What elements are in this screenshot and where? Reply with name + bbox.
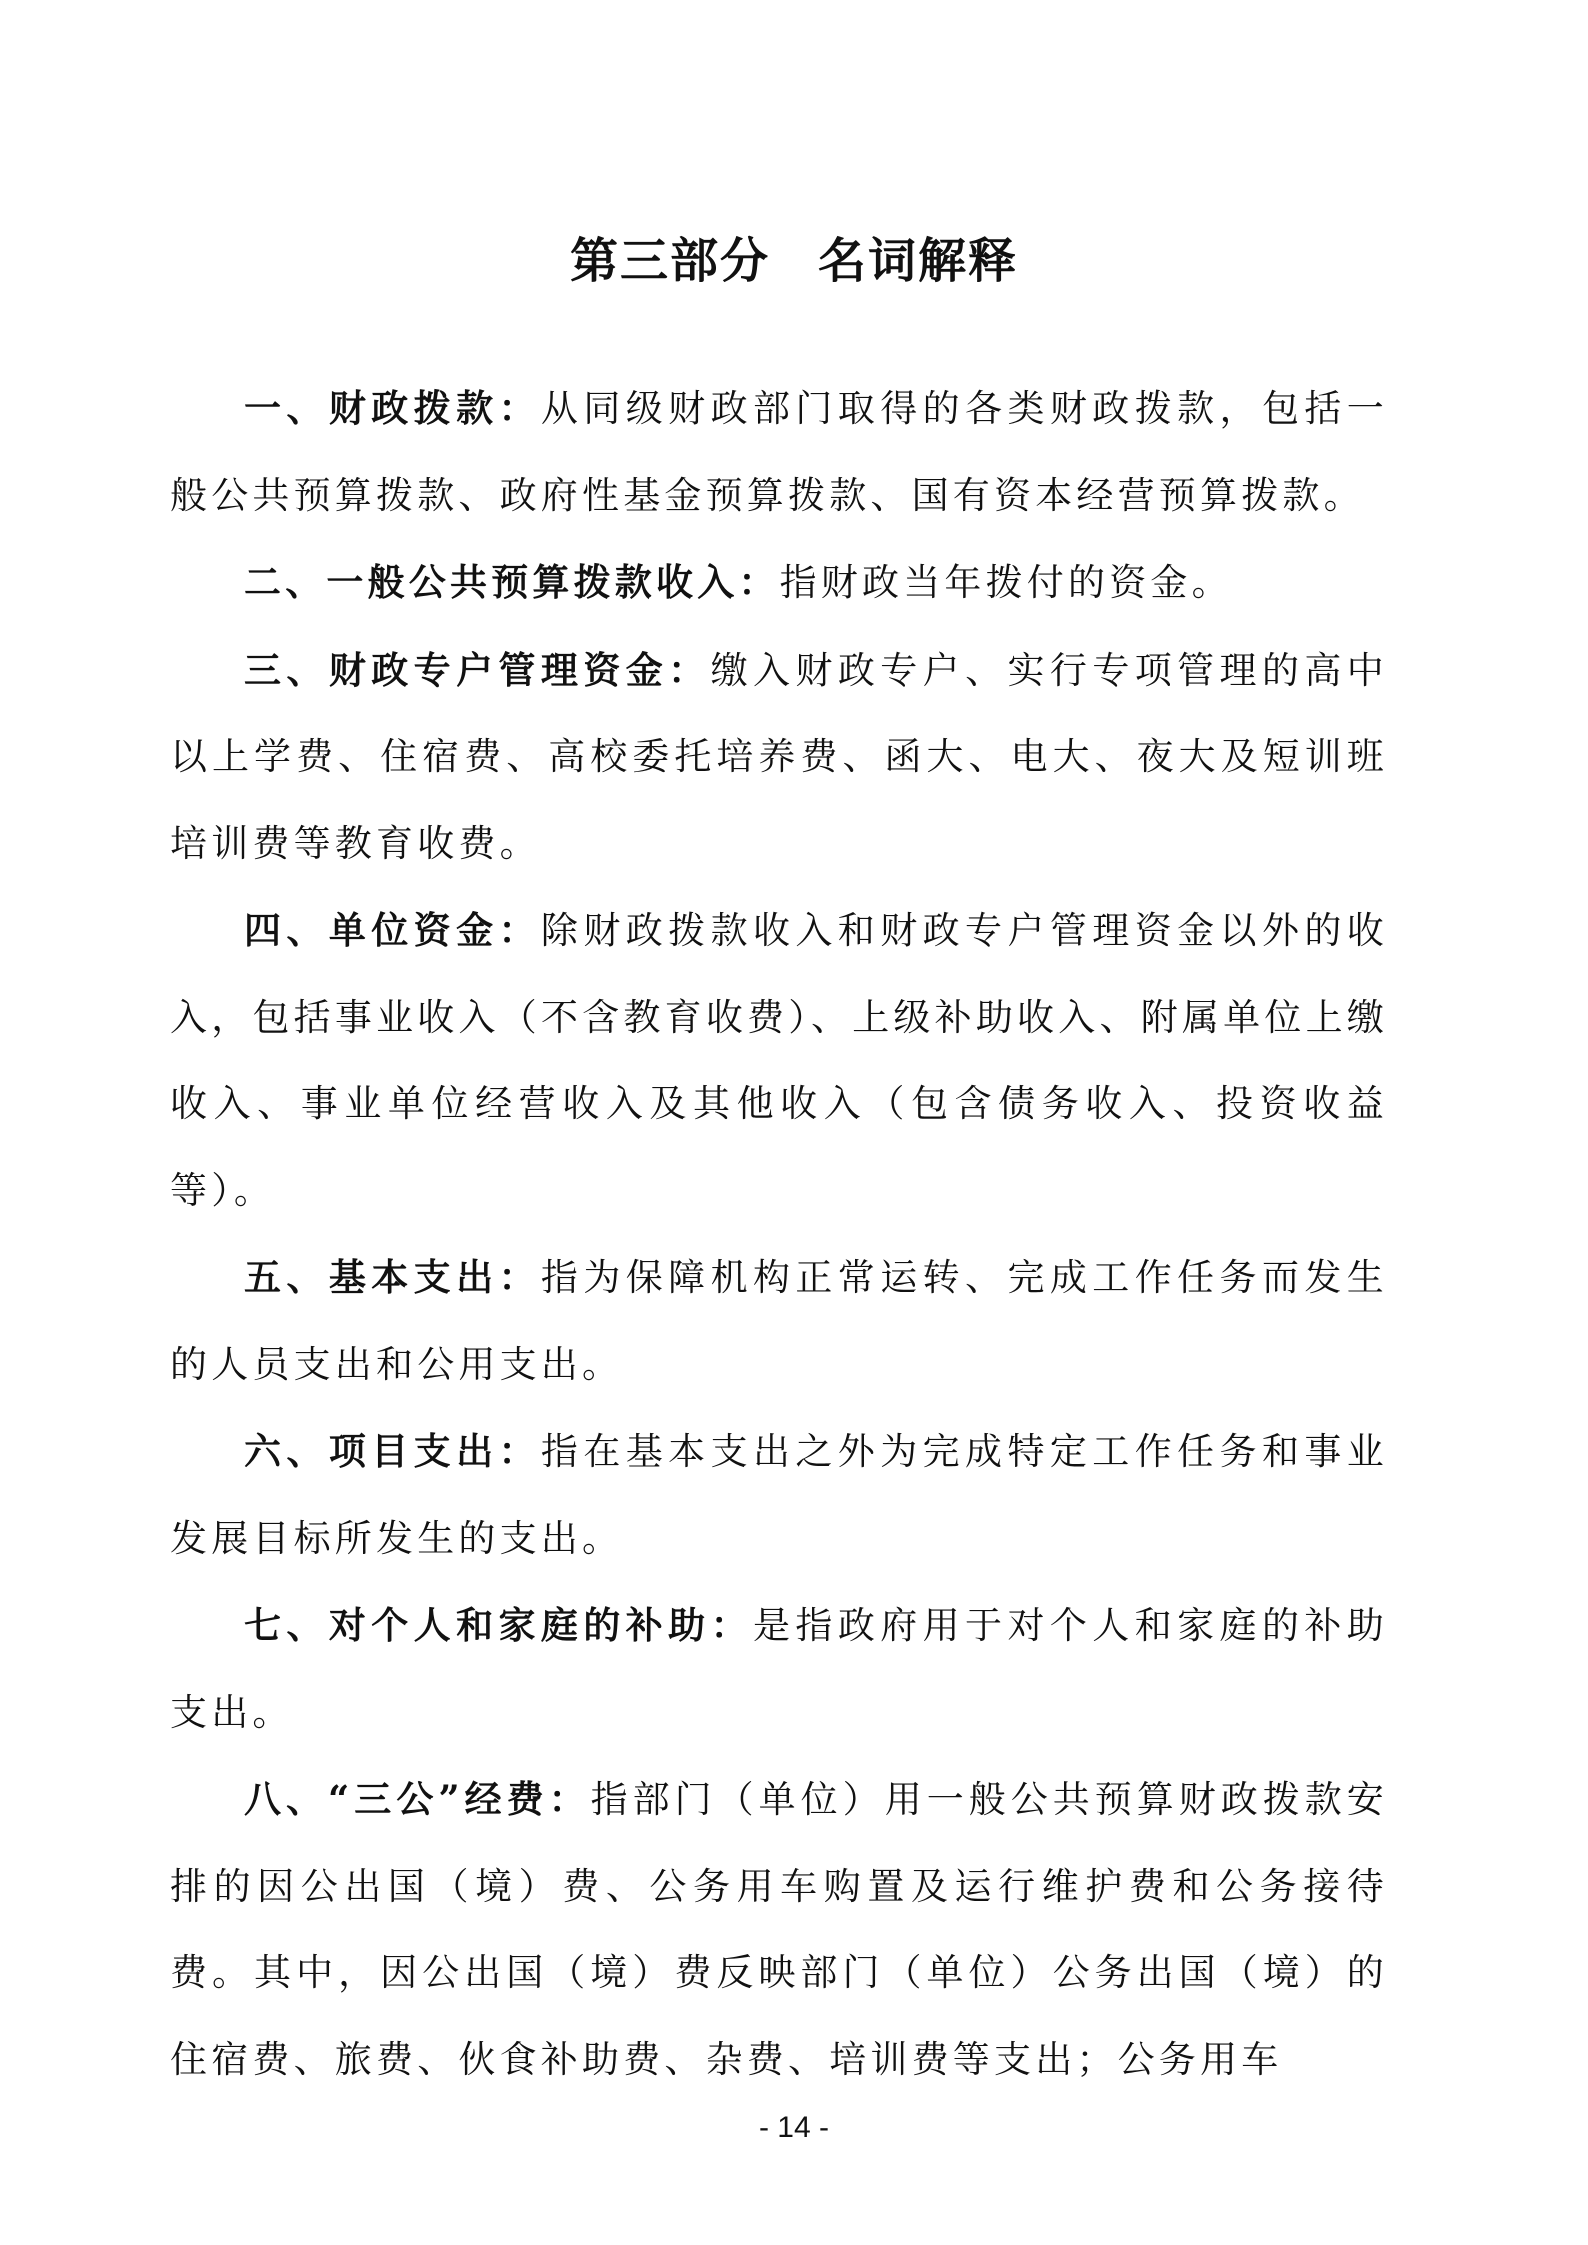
definition-term: 八、“三公”经费： xyxy=(244,1777,591,1821)
page-number: - 14 - xyxy=(758,2111,830,2144)
definition-text: 从同级财政部门取得的各类财政拨款，包括一般公共预算拨款、政府性基金预算拨款、国有资本经营预算拨款。 xyxy=(170,387,1388,517)
definition-term: 三、财政专户管理资金： xyxy=(244,647,711,692)
definition-paragraph-8 xyxy=(170,1756,1388,2103)
page-title xyxy=(0,228,1588,294)
definition-text: 指在基本支出之外为完成特定工作任务和事业发展目标所发生的支出。 xyxy=(170,1430,1388,1560)
definition-term: 五、基本支出： xyxy=(244,1255,541,1299)
definition-text: 指财政当年拨付的资金。 xyxy=(779,561,1233,604)
definition-paragraph-6 xyxy=(170,1408,1388,1582)
definition-paragraph-5 xyxy=(170,1234,1388,1408)
title-part: 第三部分 xyxy=(569,233,770,289)
definition-term: 二、一般公共预算拨款收入： xyxy=(244,560,780,604)
definition-text: 缴入财政专户、实行专项管理的高中以上学费、住宿费、高校委托培养费、函大、电大、夜大及短训班培训费等教育收费。 xyxy=(170,648,1389,865)
definition-text: 指部门（单位）用一般公共预算财政拨款安排的因公出国（境）费、公务用车购置及运行维护费和公务接待费。其中，因公出国（境）费反映部门（单位）公务出国（境）的住宿费、旅费、伙食补助费、杂费、培训费等支出；公务用车 xyxy=(170,1778,1388,2081)
definition-paragraph-4 xyxy=(170,887,1388,1234)
title-heading: 名词解释 xyxy=(818,233,1019,289)
definition-term: 四、单位资金： xyxy=(244,908,541,952)
definition-paragraph-2 xyxy=(170,539,1388,627)
definition-paragraph-3 xyxy=(170,627,1388,888)
definition-text: 指为保障机构正常运转、完成工作任务而发生的人员支出和公用支出。 xyxy=(170,1256,1388,1386)
definition-paragraph-7 xyxy=(170,1582,1388,1756)
definition-term: 七、对个人和家庭的补助： xyxy=(244,1603,753,1647)
definition-term: 一、财政拨款： xyxy=(244,386,541,430)
definitions-list xyxy=(170,365,1388,2103)
definition-paragraph-1 xyxy=(170,365,1388,539)
definition-text: 是指政府用于对个人和家庭的补助支出。 xyxy=(170,1604,1388,1734)
definition-term: 六、项目支出： xyxy=(244,1429,541,1473)
definition-text: 除财政拨款收入和财政专户管理资金以外的收入，包括事业收入（不含教育收费）、上级补助收入、附属单位上缴收入、事业单位经营收入及其他收入（包含债务收入、投资收益等）。 xyxy=(170,909,1388,1212)
